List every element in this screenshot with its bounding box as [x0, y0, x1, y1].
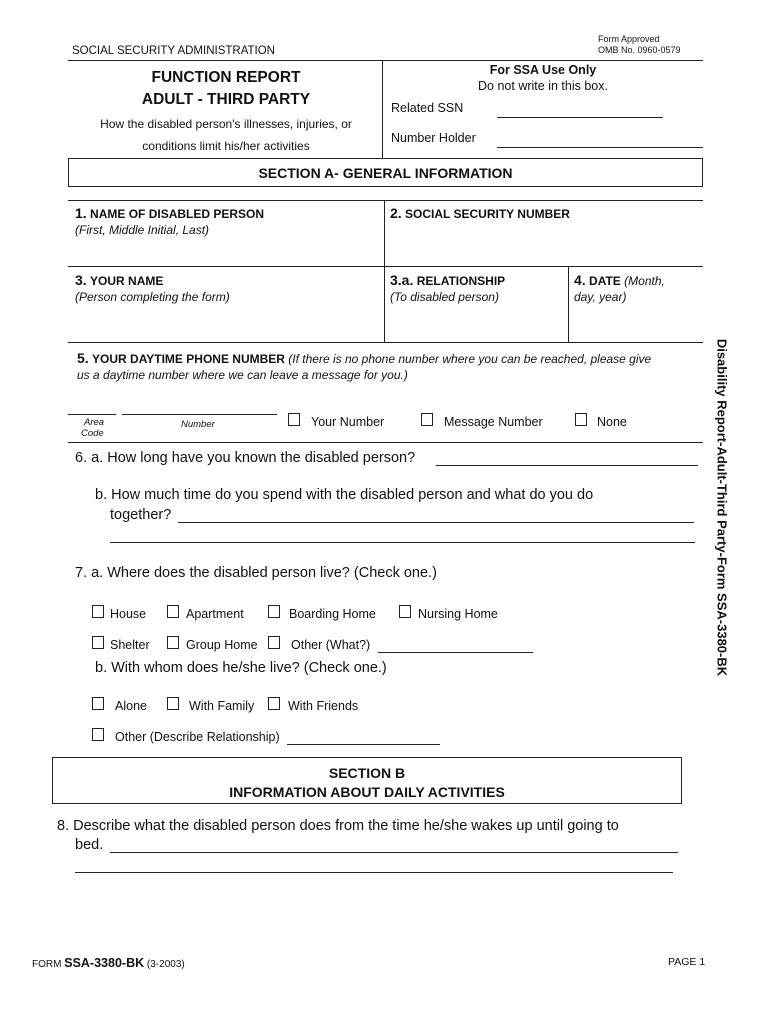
q5-hint: us a daytime number where we can leave a message for you.) [77, 368, 408, 382]
section-b-title: SECTION B [328, 765, 406, 781]
q1-q2-divider [384, 200, 385, 266]
q3-label: 3. YOUR NAME [75, 272, 164, 288]
q7b-text: b. With whom does he/she live? (Check one.) [95, 660, 387, 676]
house-label: House [110, 607, 147, 621]
other-relationship-checkbox[interactable] [92, 728, 104, 741]
other-residence-label: Other (What?) [291, 638, 371, 652]
header-divider [382, 60, 383, 158]
with-friends-checkbox[interactable] [268, 697, 280, 710]
boarding-home-label: Boarding Home [289, 607, 376, 621]
ssn-input[interactable] [390, 240, 698, 262]
number-holder-field[interactable] [497, 131, 703, 148]
none-label: None [597, 415, 627, 429]
rule-q3-top [68, 266, 703, 267]
related-ssn-field[interactable] [497, 101, 663, 118]
agency-name: SOCIAL SECURITY ADMINISTRATION [72, 45, 275, 57]
number-holder-label: Number Holder [391, 131, 476, 145]
form-approved-text: Form Approved [598, 34, 660, 44]
apartment-label: Apartment [186, 607, 244, 621]
with-family-label: With Family [189, 699, 255, 713]
section-b-subtitle: INFORMATION ABOUT DAILY ACTIVITIES [229, 784, 505, 800]
q8-input-2[interactable] [75, 856, 673, 873]
house-checkbox[interactable] [92, 605, 104, 618]
omb-number: OMB No. 0960-0579 [598, 45, 681, 55]
q3-hint: (Person completing the form) [75, 290, 230, 304]
other-relationship-label: Other (Describe Relationship) [115, 730, 280, 744]
your-number-checkbox[interactable] [288, 413, 300, 426]
relationship-input[interactable] [390, 310, 564, 338]
header-top-rule [68, 60, 703, 61]
phone-number-input[interactable] [122, 398, 277, 415]
q6a-input[interactable] [436, 449, 698, 466]
section-b-header [52, 757, 682, 804]
page-number: PAGE 1 [668, 956, 706, 968]
related-ssn-label: Related SSN [391, 101, 464, 115]
with-friends-label: With Friends [288, 699, 359, 713]
shelter-checkbox[interactable] [92, 636, 104, 649]
q3a-hint: (To disabled person) [390, 290, 499, 304]
form-footer-id: FORM SSA-3380-BK (3-2003) [32, 956, 185, 970]
apartment-checkbox[interactable] [167, 605, 179, 618]
form-title: FUNCTION REPORT [151, 69, 301, 86]
your-number-label: Your Number [311, 415, 385, 429]
message-number-label: Message Number [444, 415, 543, 429]
area-code-input[interactable] [68, 398, 116, 415]
rule-q6-top [68, 442, 703, 443]
other-residence-input[interactable] [378, 636, 533, 653]
q6b-text: b. How much time do you spend with the disabled person and what do you do [95, 487, 594, 503]
alone-label: Alone [115, 699, 147, 713]
your-name-input[interactable] [75, 310, 380, 338]
form-subtitle: How the disabled person's illnesses, injuries, or [100, 117, 352, 131]
q4-label: 4. DATE (Month, [574, 272, 665, 288]
with-family-checkbox[interactable] [167, 697, 179, 710]
q6b-text-2: together? [110, 507, 172, 523]
other-relationship-input[interactable] [287, 728, 440, 745]
boarding-home-checkbox[interactable] [268, 605, 280, 618]
q5-label: 5. YOUR DAYTIME PHONE NUMBER (If there is no phone number where you can be reached, please give [77, 350, 652, 366]
rule-q1-top [68, 200, 703, 201]
ssa-use-note: Do not write in this box. [478, 79, 608, 93]
nursing-home-checkbox[interactable] [399, 605, 411, 618]
shelter-label: Shelter [110, 638, 150, 652]
q6b-input[interactable] [178, 506, 694, 523]
q1-label: 1. NAME OF DISABLED PERSON [75, 205, 265, 221]
q3-q3a-divider [384, 266, 385, 342]
q8-input[interactable] [110, 836, 678, 853]
none-checkbox[interactable] [575, 413, 587, 426]
section-a-title: SECTION A- GENERAL INFORMATION [258, 165, 513, 181]
q8-text: 8. Describe what the disabled person does from the time he/she wakes up until going to [57, 818, 619, 834]
area-label: Area [84, 417, 105, 428]
q6a-text: 6. a. How long have you known the disabled person? [75, 450, 416, 466]
section-a-header [68, 158, 703, 187]
number-label: Number [181, 419, 215, 430]
rule-q5-top [68, 342, 703, 343]
group-home-checkbox[interactable] [167, 636, 179, 649]
group-home-label: Group Home [186, 638, 258, 652]
message-number-checkbox[interactable] [421, 413, 433, 426]
form-title-2: ADULT - THIRD PARTY [141, 91, 311, 108]
q1-hint: (First, Middle Initial, Last) [75, 223, 210, 237]
q6b-input-2[interactable] [110, 526, 695, 543]
q2-label: 2. SOCIAL SECURITY NUMBER [390, 205, 570, 221]
nursing-home-label: Nursing Home [418, 607, 498, 621]
other-residence-checkbox[interactable] [268, 636, 280, 649]
q8-text-2: bed. [75, 837, 104, 853]
q7a-text: 7. a. Where does the disabled person live? (Check one.) [75, 565, 437, 581]
q3a-label: 3.a. RELATIONSHIP [390, 272, 506, 288]
q3a-q4-divider [568, 266, 569, 342]
disabled-person-name-input[interactable] [75, 240, 380, 262]
form-subtitle-2: conditions limit his/her activities [142, 139, 310, 153]
alone-checkbox[interactable] [92, 697, 104, 710]
code-label: Code [81, 428, 104, 439]
ssa-use-title: For SSA Use Only [489, 63, 597, 77]
side-form-label: Disability Report-Adult-Third Party-Form SSA-3380-BK [714, 338, 730, 677]
q4-hint: day, year) [574, 290, 627, 304]
date-input[interactable] [574, 310, 700, 338]
